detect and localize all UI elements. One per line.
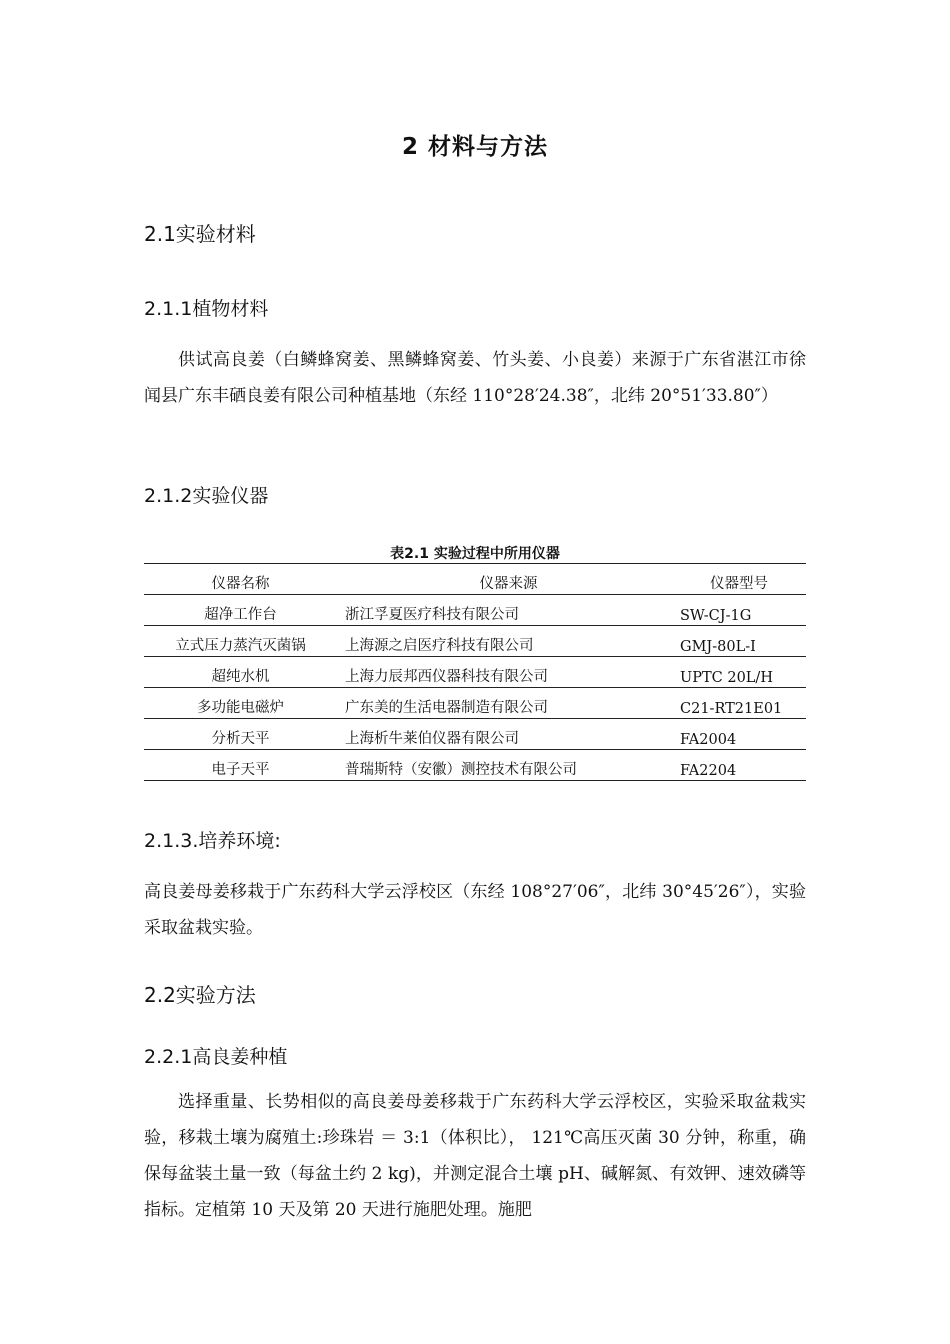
paragraph-culture-environment: 高良姜母姜移栽于广东药科大学云浮校区（东经 108°27′06″，北纬 30°45′26″），实验采取盆栽实验。 xyxy=(144,882,806,938)
cell-model: GMJ-80L-I xyxy=(680,626,806,657)
table-caption: 表2.1 实验过程中所用仪器 xyxy=(390,546,560,562)
cell-model: UPTC 20L/H xyxy=(680,657,806,688)
cell-name: 立式压力蒸汽灭菌锅 xyxy=(144,626,337,657)
cell-name: 超纯水机 xyxy=(144,657,337,688)
section-heading-2-1-1: 2.1.1植物材料 xyxy=(144,298,269,320)
cell-source: 普瑞斯特（安徽）测控技术有限公司 xyxy=(337,750,680,781)
cell-source: 浙江孚夏医疗科技有限公司 xyxy=(337,595,680,626)
cell-source: 上海析牛莱伯仪器有限公司 xyxy=(337,719,680,750)
table-row xyxy=(144,719,806,750)
cell-model: SW-CJ-1G xyxy=(680,595,806,626)
table-header-row xyxy=(144,564,806,595)
cell-model: FA2204 xyxy=(680,750,806,781)
paragraph-plant-material: 供试高良姜（白鳞蜂窝姜、黑鳞蜂窝姜、竹头姜、小良姜）来源于广东省湛江市徐闻县广东丰硒良姜有限公司种植基地（东经 110°28′24.38″，北纬 20°51′33.80″） xyxy=(144,350,806,406)
cell-name: 电子天平 xyxy=(144,750,337,781)
table-row xyxy=(144,750,806,781)
paragraph-planting-method: 选择重量、长势相似的高良姜母姜移栽于广东药科大学云浮校区，实验采取盆栽实验，移栽土壤为腐殖土:珍珠岩 ＝ 3:1（体积比）， 121℃高压灭菌 30 分钟，称重，确保每盆装土量一致（每盆土约 2 kg)，并测定混合土壤 pH、碱解氮、有效钾、速效磷等指标。定植第 10 天及第 20 天进行施肥处理。施肥 xyxy=(144,1092,806,1220)
chapter-title: 2 材料与方法 xyxy=(401,134,548,160)
cell-model: C21-RT21E01 xyxy=(680,688,806,719)
table-row xyxy=(144,688,806,719)
cell-model: FA2004 xyxy=(680,719,806,750)
section-heading-2-2: 2.2实验方法 xyxy=(144,983,256,1007)
section-heading-2-1-3: 2.1.3.培养环境: xyxy=(144,830,281,852)
section-heading-2-2-1: 2.2.1高良姜种植 xyxy=(144,1046,288,1068)
section-heading-2-1-2: 2.1.2实验仪器 xyxy=(144,485,269,507)
cell-name: 超净工作台 xyxy=(144,595,337,626)
column-header-model: 仪器型号 xyxy=(680,564,806,595)
table-row xyxy=(144,657,806,688)
cell-source: 上海力辰邦西仪器科技有限公司 xyxy=(337,657,680,688)
cell-source: 广东美的生活电器制造有限公司 xyxy=(337,688,680,719)
column-header-source: 仪器来源 xyxy=(337,564,680,595)
column-header-name: 仪器名称 xyxy=(144,564,337,595)
cell-name: 分析天平 xyxy=(144,719,337,750)
instrument-table xyxy=(144,563,806,781)
cell-source: 上海源之启医疗科技有限公司 xyxy=(337,626,680,657)
table-row xyxy=(144,595,806,626)
cell-name: 多功能电磁炉 xyxy=(144,688,337,719)
section-heading-2-1: 2.1实验材料 xyxy=(144,222,256,246)
table-row xyxy=(144,626,806,657)
